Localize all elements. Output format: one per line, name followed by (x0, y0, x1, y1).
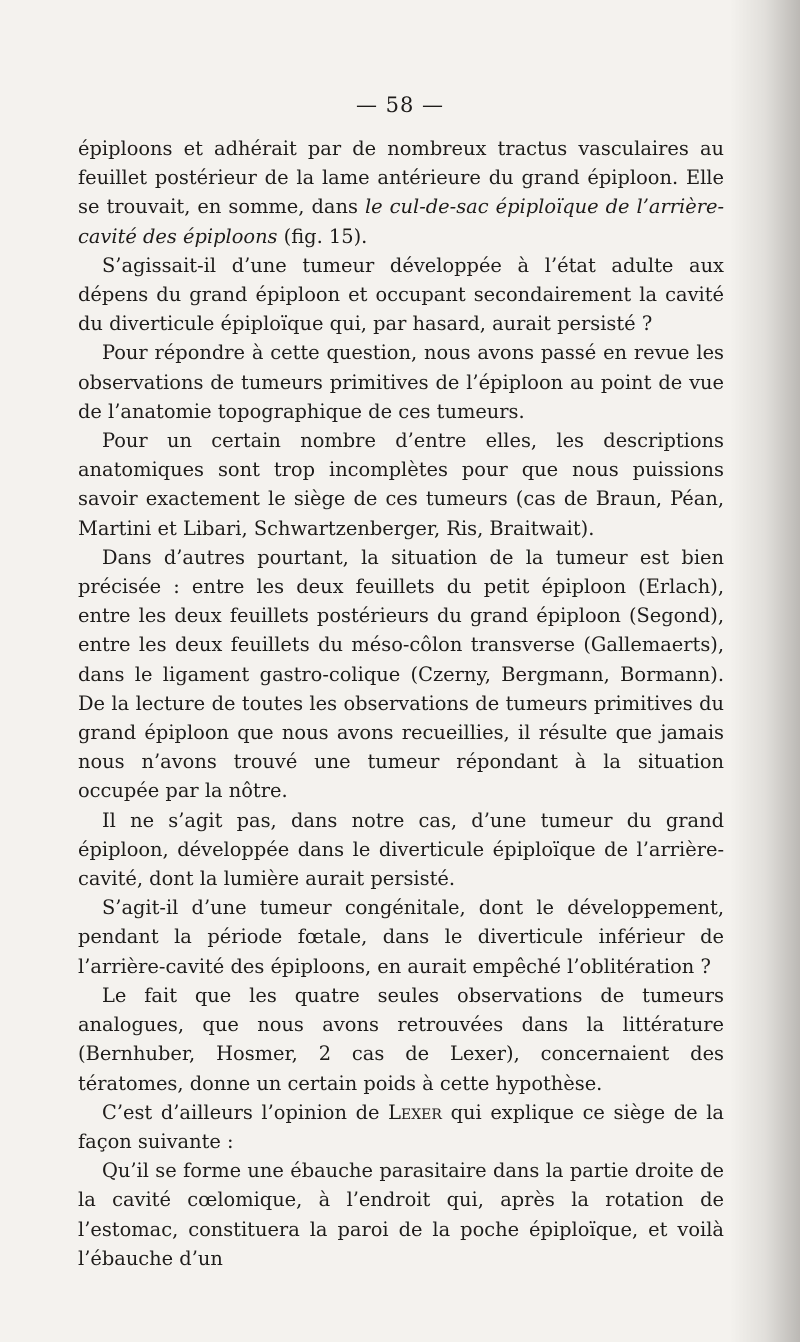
paragraph-text: Pour un certain nombre d’entre elles, les descriptions anatomiques sont trop incomplètes pour que nous puissions savoir exactement le siège de ces tumeurs (cas de Braun, Péan, Martini et Libari, Schwartzenberger, Ris, Braitwait). (78, 429, 724, 540)
paragraph-text: qui explique ce siège de la façon suivante : (78, 1100, 724, 1153)
paragraph-text: S’agit-il d’une tumeur congénitale, dont le développement, pendant la période fœtale, dans le diverticule inférieur de l’arrière-cavité des épiploons, en aurait empêché l’oblitération ? (78, 896, 724, 978)
paragraph-text: Dans d’autres pourtant, la situation de la tumeur est bien précisée : entre les deux feuillets du petit épiploon (Erlach), entre les deux feuillets postérieurs du grand épiploon (Segond), entre les deux feuillets du méso-côlon transverse (Gallemaerts), dans le ligament gastro-colique (Czerny, Bergmann, Bormann). De la lecture de toutes les observations de tumeurs primitives du grand épiploon que nous avons recueillies, il résulte que jamais nous n’avons trouvé une tumeur répondant à la situation occupée par la nôtre. (78, 545, 724, 803)
paragraph-10 (78, 1156, 724, 1273)
paragraph-2 (78, 251, 724, 339)
italic-phrase: le cul-de-sac épiploïque de l’arrière-cavité des épiploons (78, 195, 724, 248)
paragraph-text: Qu’il se forme une ébauche parasitaire dans la partie droite de la cavité cœlomique, à l’endroit qui, après la rotation de l’estomac, constituera la paroi de la poche épiploïque, et voilà l’ébauche d’un (78, 1159, 724, 1270)
paragraph-text: épiploons et adhérait par de nombreux tractus vasculaires au feuillet postérieur de la lame antérieure du grand épiploon. Elle se trouvait, en somme, dans (78, 137, 724, 219)
page-number: — 58 — (355, 93, 445, 117)
paragraph-3 (78, 338, 724, 426)
paragraph-4 (78, 426, 724, 543)
paragraph-5 (78, 543, 724, 806)
paragraph-text: S’agissait-il d’une tumeur développée à l’état adulte aux dépens du grand épiploon et occupant secondairement la cavité du diverticule épiploïque qui, par hasard, aurait persisté ? (78, 253, 724, 336)
paragraph-text: Le fait que les quatre seules observations de tumeurs analogues, que nous avons retrouvées dans la littérature (Bernhuber, Hosmer, 2 cas de Lexer), concernaient des tératomes, donne un certain poids à cette hypothèse. (78, 983, 724, 1095)
paragraph-9 (78, 1098, 724, 1156)
paragraph-text: Il ne s’agit pas, dans notre cas, d’une tumeur du grand épiploon, développée dans le diverticule épiploïque de l’arrière-cavité, dont la lumière aurait persisté. (78, 808, 724, 891)
author-name-smallcaps: Lexer (388, 1100, 442, 1124)
paragraph-text: Pour répondre à cette question, nous avons passé en revue les observations de tumeurs primitives de l’épiploon au point de vue de l’anatomie topographique de ces tumeurs. (78, 341, 724, 423)
paragraph-1 (78, 134, 724, 251)
paragraph-6 (78, 806, 724, 894)
figure-reference: (fig. 15). (277, 224, 368, 248)
paragraph-7 (78, 893, 724, 981)
paragraph-8 (78, 981, 724, 1098)
body-text (78, 134, 724, 1273)
page-gutter-shadow (730, 0, 800, 1342)
paragraph-text: C’est d’ailleurs l’opinion de (102, 1100, 389, 1124)
